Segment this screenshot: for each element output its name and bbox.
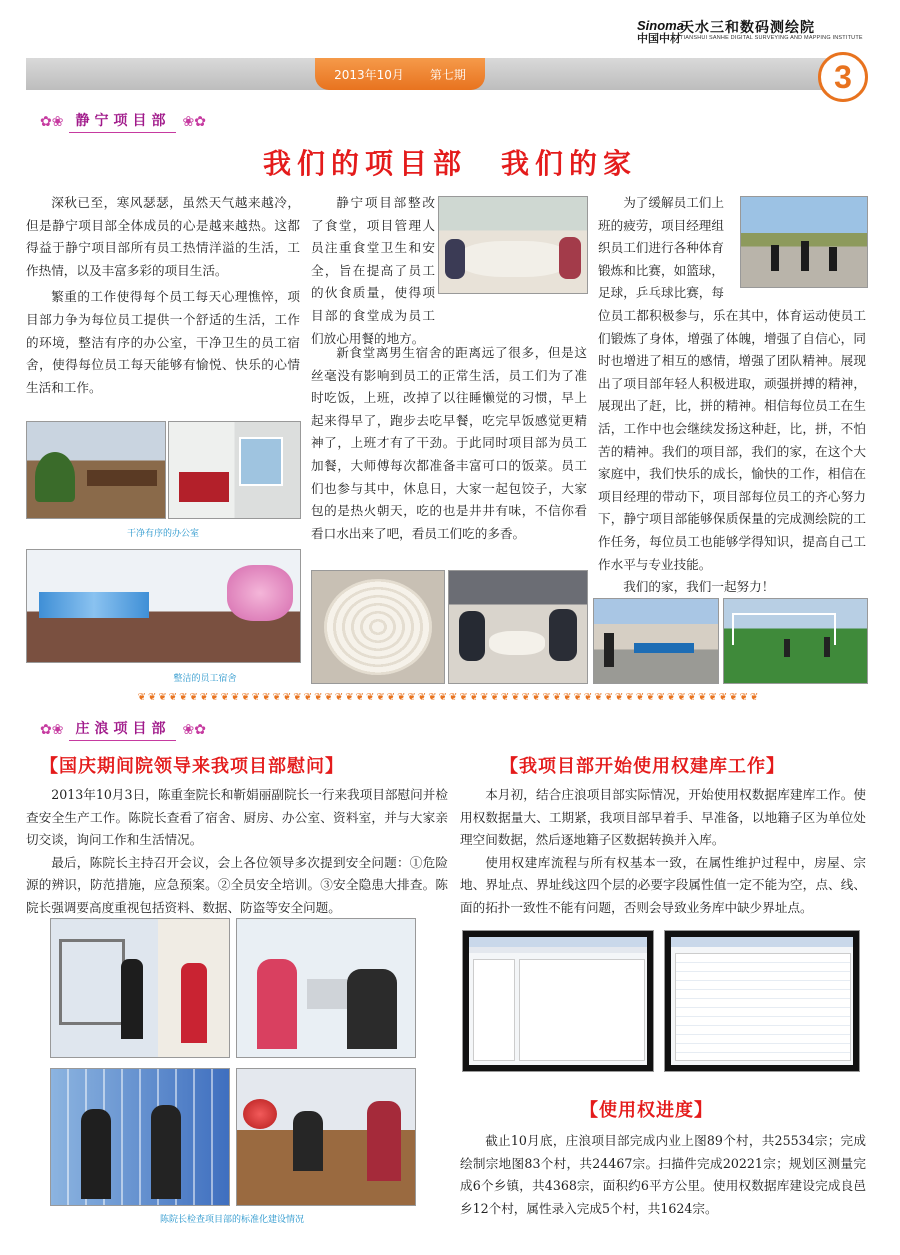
- flower-icon: ❀✿: [182, 721, 206, 738]
- dinner-photo: [448, 570, 588, 684]
- section-label-zhuanglang: [40, 718, 206, 741]
- main-headline: 我们的项目部 我们的家: [262, 147, 637, 180]
- progress-article: [460, 1130, 866, 1220]
- paragraph: 新食堂离男生宿舍的距离远了很多，但是这丝毫没有影响到员工的正常生活，员工们为了准时吃饭，上班，改掉了以往睡懒觉的习惯，早上起来得早了，跑步去吃早餐，吃完早饭感觉更精神了，上班才有了干劲。于此同时项目部为员工加餐，大师傅每次都准备丰富可口的饭菜。员工们也参与其中，休息日，大家一起包饺子，大家包的是热火朝天，吃的也是井井有味，不信你看看口水出来了吧，看员工们吃的多香。: [311, 345, 587, 541]
- section-label-text: 静宁项目部: [69, 110, 176, 133]
- paragraph: 使用权建库流程与所有权基本一致，在属性维护过程中，房屋、宗地、界址点、界址线这四个层的必要字段属性值一定不能为空，点、线、面的拓扑一致性不能有问题，否则会导致业务库中缺少界址点。: [460, 854, 866, 915]
- paragraph: [311, 192, 435, 346]
- right-article: [460, 784, 866, 920]
- canteen-photo: [438, 196, 588, 294]
- flower-icon: ✿❀: [40, 721, 64, 738]
- paragraph: 繁重的工作使得每个员工每天心理憔悴，项目部力争为每位员工提供一个舒适的生活，工作的环境，整洁有序的办公室，干净卫生的员工宿舍，使得每位员工每天能够有愉悦、快乐的心情生活和工作。: [26, 289, 300, 395]
- progress-headline: 【使用权进度】: [580, 1100, 713, 1121]
- caption-office: 干净有序的办公室: [126, 529, 199, 539]
- paragraph: 2013年10月3日，陈重奎院长和靳娟丽副院长一行来我项目部慰问并检查安全生产工作。陈院长查看了宿舍、厨房、办公室、资料室，并与大家亲切交谈，询问工作和生活情况。: [26, 787, 448, 848]
- brand-logo-cn: 中国中材: [637, 32, 681, 45]
- org-name: 天水三和数码测绘院: [680, 20, 815, 36]
- inspection-photo-2: [236, 918, 416, 1058]
- article-column-1: [26, 192, 300, 399]
- article-column-2: [311, 342, 587, 545]
- inspection-photo-4: [236, 1068, 416, 1206]
- float-spacer: [724, 192, 866, 290]
- dumplings-photo: [311, 570, 445, 684]
- paragraph: 我们的家，我们一起努力！: [623, 579, 775, 595]
- paragraph: 为了缓解员工们上班的疲劳，项目经理组织员工们进行各种体育锻炼和比赛，如篮球，足球，乒乓球比赛，每位员工都积极参与，乐在其中，体育运动使员工们锻炼了身体，增强了体魄，增强了自信心，同时也增进了相互的感情，增强了团队精神。展现出了项目部年轻人积极进取，顽强拼搏的精神，展现出了赶，比，拼的精神。相信每位员工在生活，工作中也会继续发扬这种赶，比，拼，不怕苦的精神。我们的项目部，我们的家，在这个大家庭中，我们快乐的成长，愉快的工作，相信在项目经理的带动下，项目部每位员工的齐心努力下，静宁项目部能够保质保量的完成测绘院的工作任务，每位员工也能够学得知识，提高自己工作水平与专业技能。: [598, 195, 866, 572]
- software-screenshot-1: [462, 930, 654, 1072]
- right-headline: 【我项目部开始使用权建库工作】: [500, 756, 785, 777]
- inspection-photo-1: [50, 918, 230, 1058]
- issue-date: 2013年10月: [334, 67, 404, 82]
- left-article: [26, 784, 448, 920]
- software-screenshot-2: [664, 930, 860, 1072]
- page-number: 3: [818, 52, 868, 102]
- brand-logo: Sinoma: [637, 18, 684, 33]
- paragraph-text: 静宁项目部整改了食堂，项目管理人员注重食堂卫生和安全，旨在提高了员工的伙食质量，使得项目部的食堂成为员工们放心用餐的地方。: [311, 195, 435, 346]
- caption-dorm: 整洁的员工宿舍: [173, 674, 237, 684]
- article-column-2-top: [311, 192, 435, 346]
- paragraph: 最后，陈院长主持召开会议，会上各位领导多次提到安全问题：①危险源的辨识，防范措施，应急预案。②全员安全培训。③安全隐患大排查。陈院长强调要高度重视包括资料、数据、防盗等安全问题。: [26, 854, 448, 915]
- office-photo-2: [168, 421, 301, 519]
- flower-icon: ✿❀: [40, 113, 64, 130]
- inspection-photo-3: [50, 1068, 230, 1206]
- left-headline: 【国庆期间院领导来我项目部慰问】: [40, 756, 344, 777]
- paragraph: 深秋已至，寒风瑟瑟，虽然天气越来越冷，但是静宁项目部全体成员的心是越来越热。这都得益于静宁项目部所有员工热情洋溢的生活，工作热情，以及丰富多彩的项目生活。: [26, 195, 300, 278]
- section-divider: ❦❦❦❦❦❦❦❦❦❦❦❦❦❦❦❦❦❦❦❦❦❦❦❦❦❦❦❦❦❦❦❦❦❦❦❦❦❦❦❦❦❦❦❦❦❦❦❦❦❦❦❦❦❦❦❦❦❦❦❦: [137, 692, 761, 703]
- article-column-3: [598, 192, 866, 599]
- office-photo-1: [26, 421, 166, 519]
- dorm-photo: [26, 549, 301, 663]
- paragraph: 截止10月底，庄浪项目部完成内业上图89个村，共25534宗；完成绘制宗地图83个村，共24467宗。扫描件完成20221宗；规划区测量完成6个乡镇，共4368宗，面积约6平方公里。使用权数据库建设完成良邑乡12个村，属性录入完成5个村，共1624宗。: [460, 1133, 866, 1216]
- caption-inspection: 陈院长检查项目部的标准化建设情况: [159, 1215, 304, 1225]
- football-photo: [723, 598, 868, 684]
- flower-icon: ❀✿: [182, 113, 206, 130]
- issue-number: 第七期: [429, 67, 466, 82]
- paragraph: 本月初，结合庄浪项目部实际情况，开始使用权数据库建库工作。使用权数据量大、工期紧，我项目部早着手、早准备，以地籍子区为单位处理空间数据，然后逐地籍子区数据转换并入库。: [460, 787, 866, 848]
- org-name-en: TIANSHUI SANHE DIGITAL SURVEYING AND MAPPING INSTITUTE: [680, 35, 863, 41]
- section-label-text: 庄浪项目部: [69, 718, 176, 741]
- issue-pill: [315, 58, 485, 90]
- pingpong-photo: [593, 598, 719, 684]
- section-label-jingning: [40, 110, 206, 133]
